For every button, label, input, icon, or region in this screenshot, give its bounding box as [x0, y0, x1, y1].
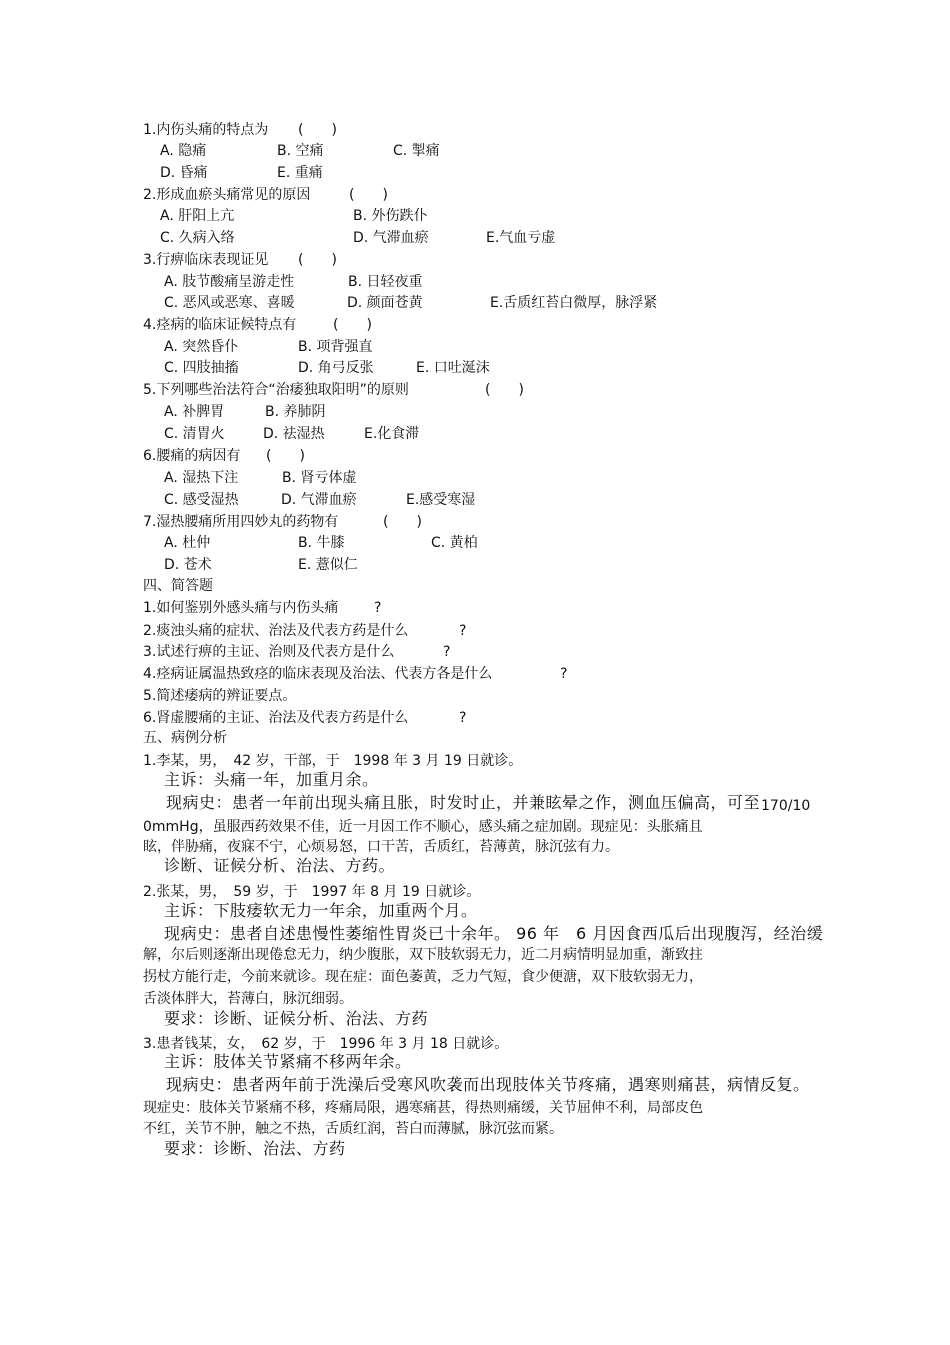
question-6-stem: 6.腰痛的病因有	[143, 448, 241, 464]
case-2-task: 要求：诊断、证候分析、治法、方药	[164, 1009, 429, 1028]
short-question-1-mark: ?	[374, 600, 382, 616]
question-3-option-a: A. 肢节酸痛呈游走性	[164, 274, 295, 290]
question-6-option-c: C. 感受湿热	[164, 492, 239, 508]
question-6-answer-blank: ( )	[266, 448, 305, 464]
question-5-option-b: B. 养肺阴	[265, 404, 326, 420]
question-7-answer-blank: ( )	[383, 514, 422, 530]
case-1-history-line-2: 0mmHg，虽服西药效果不佳，近一月因工作不顺心，感头痛之症加剧。现症见：头胀痛且	[143, 819, 703, 835]
question-1-answer-blank: ( )	[298, 122, 337, 138]
case-2-history-line-1: 现病史：患者自述患慢性萎缩性胃炎已十余年。 96 年 6 月因食西瓜后出现腹泻，经治缓	[164, 924, 824, 943]
question-1-option-d: D. 昏痛	[160, 165, 208, 181]
question-2-option-c: C. 久病入络	[160, 230, 235, 246]
case-1-task: 诊断、证候分析、治法、方药。	[164, 856, 396, 875]
question-3-option-c: C. 恶风或恶寒、喜暖	[164, 295, 295, 311]
question-5-option-c: C. 清胃火	[164, 426, 225, 442]
short-question-2-mark: ?	[459, 623, 467, 639]
short-question-2: 2.痰浊头痛的症状、治法及代表方药是什么	[143, 623, 409, 639]
question-2-stem: 2.形成血瘀头痛常见的原因	[143, 187, 311, 203]
question-6-option-a: A. 湿热下注	[164, 470, 239, 486]
question-5-stem: 5.下列哪些治法符合“治痿独取阳明”的原则	[143, 382, 409, 398]
question-4-option-d: D. 角弓反张	[298, 360, 374, 376]
short-question-4: 4.痉病证属温热致痉的临床表现及治法、代表方各是什么	[143, 666, 493, 682]
question-5-answer-blank: ( )	[485, 382, 524, 398]
question-2-answer-blank: ( )	[349, 187, 388, 203]
question-1-option-b: B. 空痛	[277, 143, 324, 159]
question-6-option-d: D. 气滞血瘀	[281, 492, 357, 508]
question-5-option-d: D. 祛湿热	[263, 426, 325, 442]
question-7-option-a: A. 杜仲	[164, 535, 211, 551]
question-7-option-e: E. 薏似仁	[298, 557, 358, 573]
question-2-option-b: B. 外伤跌仆	[353, 208, 428, 224]
case-analysis-heading: 五、病例分析	[143, 730, 227, 746]
question-3-answer-blank: ( )	[298, 252, 337, 268]
question-7-option-d: D. 苍术	[164, 557, 212, 573]
case-3-history-line-3: 不红，关节不肿，触之不热，舌质红润，苔白而薄腻，脉沉弦而紧。	[143, 1121, 563, 1137]
question-5-option-a: A. 补脾胃	[164, 404, 225, 420]
question-3-option-e: E.舌质红苔白微厚，脉浮紧	[490, 295, 658, 311]
question-1-stem: 1.内伤头痛的特点为	[143, 122, 269, 138]
short-question-1: 1.如何鉴别外感头痛与内伤头痛	[143, 600, 339, 616]
case-2-history-line-3: 拐杖方能行走，今前来就诊。现在症：面色萎黄，乏力气短，食少便溏，双下肢软弱无力，	[143, 969, 703, 985]
case-2-history-line-2: 解，尔后则逐渐出现倦怠无力，纳少腹胀，双下肢软弱无力，近二月病情明显加重，渐致拄	[143, 947, 703, 963]
short-question-6-mark: ?	[459, 710, 467, 726]
case-1-history-line-3: 眩，伴胁痛，夜寐不宁，心烦易怒，口干苦，舌质红，苔薄黄，脉沉弦有力。	[143, 839, 619, 855]
case-1-intro: 1.李某，男， 42 岁，干部，于 1998 年 3 月 19 日就诊。	[143, 753, 523, 769]
question-4-stem: 4.痉病的临床证候特点有	[143, 317, 297, 333]
question-1-option-a: A. 隐痛	[160, 143, 207, 159]
question-2-option-d: D. 气滞血瘀	[353, 230, 429, 246]
question-4-option-a: A. 突然昏仆	[164, 339, 239, 355]
short-question-4-mark: ?	[560, 666, 568, 682]
question-5-option-e: E.化食滞	[364, 426, 420, 442]
case-2-complaint: 主诉：下肢痿软无力一年余，加重两个月。	[164, 901, 478, 920]
case-1-history-line-1: 现病史：患者一年前出现头痛且胀，时发时止，并兼眩晕之作，测血压偏高，可至	[166, 793, 761, 812]
case-3-history-line-1: 现病史：患者两年前于洗澡后受寒风吹袭而出现肢体关节疼痛，遇寒则痛甚，病情反复。	[166, 1075, 810, 1094]
case-1-history-line-1-end: 170/10	[761, 798, 811, 814]
case-3-complaint: 主诉：肢体关节紧痛不移两年余。	[164, 1052, 412, 1071]
question-2-option-a: A. 肝阳上亢	[160, 208, 235, 224]
short-question-3-mark: ?	[443, 644, 451, 660]
case-3-intro: 3.患者钱某，女， 62 岁，于 1996 年 3 月 18 日就诊。	[143, 1036, 509, 1052]
short-question-5: 5.简述痿病的辨证要点。	[143, 688, 297, 704]
question-4-option-b: B. 项背强直	[298, 339, 373, 355]
question-7-option-b: B. 牛膝	[298, 535, 345, 551]
case-2-intro: 2.张某，男， 59 岁，于 1997 年 8 月 19 日就诊。	[143, 884, 481, 900]
question-3-option-d: D. 颜面苍黄	[347, 295, 423, 311]
question-6-option-b: B. 肾亏体虚	[282, 470, 357, 486]
case-2-history-line-4: 舌淡体胖大，苔薄白，脉沉细弱。	[143, 991, 353, 1007]
question-1-option-e: E. 重痛	[277, 165, 323, 181]
question-2-option-e: E.气血亏虚	[486, 230, 556, 246]
question-4-answer-blank: ( )	[333, 317, 372, 333]
short-answer-heading: 四、简答题	[143, 578, 213, 594]
question-7-option-c: C. 黄柏	[431, 535, 478, 551]
question-7-stem: 7.湿热腰痛所用四妙丸的药物有	[143, 514, 339, 530]
case-1-complaint: 主诉：头痛一年，加重月余。	[164, 770, 379, 789]
question-1-option-c: C. 掣痛	[393, 143, 440, 159]
case-3-history-line-2: 现症史：肢体关节紧痛不移，疼痛局限，遇寒痛甚，得热则痛缓，关节屈伸不利，局部皮色	[143, 1100, 703, 1116]
case-3-task: 要求：诊断、治法、方药	[164, 1139, 346, 1158]
question-3-option-b: B. 日轻夜重	[348, 274, 423, 290]
question-6-option-e: E.感受寒湿	[406, 492, 476, 508]
short-question-6: 6.肾虚腰痛的主证、治法及代表方药是什么	[143, 710, 409, 726]
question-4-option-c: C. 四肢抽搐	[164, 360, 239, 376]
question-3-stem: 3.行痹临床表现证见	[143, 252, 269, 268]
question-4-option-e: E. 口吐涎沫	[416, 360, 490, 376]
short-question-3: 3.试述行痹的主证、治则及代表方是什么	[143, 644, 395, 660]
